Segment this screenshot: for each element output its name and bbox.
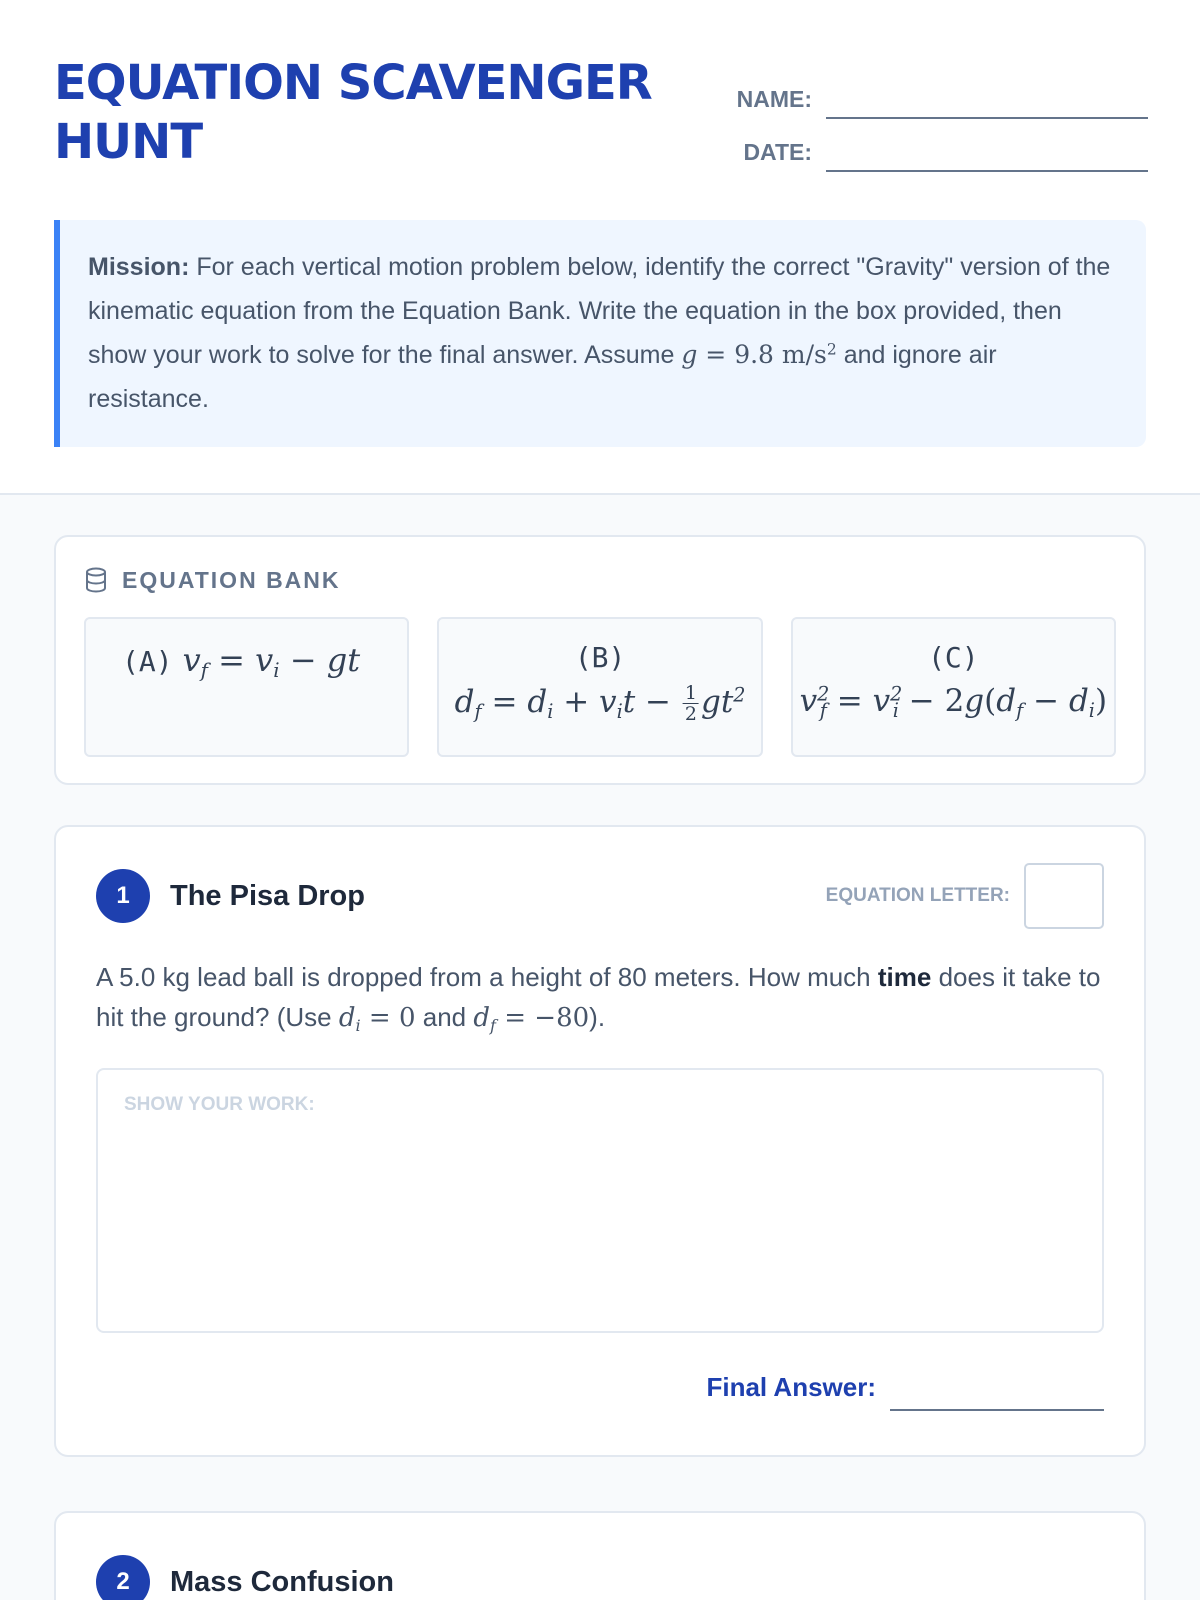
mission-callout xyxy=(54,220,1146,447)
equation-c xyxy=(791,617,1116,757)
equation-a xyxy=(84,617,409,757)
date-label: DATE: xyxy=(743,139,812,165)
worksheet-header xyxy=(0,0,1200,495)
equation-letter-input[interactable] xyxy=(1024,863,1104,929)
problem-header xyxy=(96,1551,1104,1600)
problem-text-close: ). xyxy=(589,1002,606,1032)
work-area-label: SHOW YOUR WORK: xyxy=(124,1094,315,1115)
problem-text-part: A 5.0 kg lead ball is dropped from a height of 80 meters. How much xyxy=(96,962,871,992)
equation-b xyxy=(437,617,762,757)
final-answer-label: Final Answer: xyxy=(706,1372,876,1402)
page-title: EQUATION SCAVENGER HUNT xyxy=(54,55,652,170)
problem-text xyxy=(96,957,1104,1038)
final-answer-field[interactable] xyxy=(890,1371,1104,1411)
date-row xyxy=(728,119,1148,172)
problem-text-part: does it take to hit the ground? (Use xyxy=(96,962,1101,1032)
equation-bank-header xyxy=(84,563,1116,597)
final-answer xyxy=(96,1371,1104,1411)
problem-number-badge: 2 xyxy=(96,1555,150,1600)
equation-letter xyxy=(826,863,1104,929)
gravity-value: g = 9.8 $m/s^2$ xyxy=(681,340,837,369)
date-field[interactable] xyxy=(826,132,1148,172)
name-field[interactable] xyxy=(826,79,1148,119)
mission-label: Mission: xyxy=(88,253,190,281)
equation-a-letter: (A) xyxy=(122,645,173,678)
problem-header xyxy=(96,865,1104,927)
database-icon xyxy=(84,567,108,593)
equation-bank-title: EQUATION BANK xyxy=(122,566,341,593)
work-area[interactable] xyxy=(96,1068,1104,1333)
problem-text-emphasis: time xyxy=(877,962,932,992)
equation-bank xyxy=(54,535,1146,785)
equation-list xyxy=(84,617,1116,757)
student-info xyxy=(728,66,1148,172)
problem-card-2 xyxy=(54,1511,1146,1600)
condition-di: $d_i = 0$ xyxy=(338,1003,416,1035)
problem-title: Mass Confusion xyxy=(170,1565,394,1598)
problem-text-and: and xyxy=(422,1002,467,1032)
equation-letter-label: EQUATION LETTER: xyxy=(825,885,1010,906)
mission-text: For each vertical motion problem below, identify the correct "Gravity" version of the kinematic equation from the Equation Bank. Write the equation in the box provided, then show your work to solve for the final answer. Assume xyxy=(88,253,1111,369)
equation-c-letter: (C) xyxy=(928,641,979,674)
condition-df: $d_f = -80$ xyxy=(473,1003,590,1035)
name-label: NAME: xyxy=(736,86,812,112)
equation-c-formula: $v^2_f = v^2_i - 2g(d_f - d_i)$ xyxy=(799,682,1108,722)
equation-b-letter: (B) xyxy=(574,641,626,674)
problem-number-badge: 1 xyxy=(96,869,150,923)
problem-title: The Pisa Drop xyxy=(170,879,365,912)
name-row xyxy=(728,66,1148,119)
equation-a-formula: $v_f = v_i$ − gt xyxy=(182,641,361,682)
mission-suffix: and ignore air resistance. xyxy=(88,341,997,413)
problem-card-1 xyxy=(54,825,1146,1457)
equation-b-formula: $d_f = d_i + v_it$ − $\frac{1}{2}$ $gt^2$ xyxy=(454,682,746,725)
